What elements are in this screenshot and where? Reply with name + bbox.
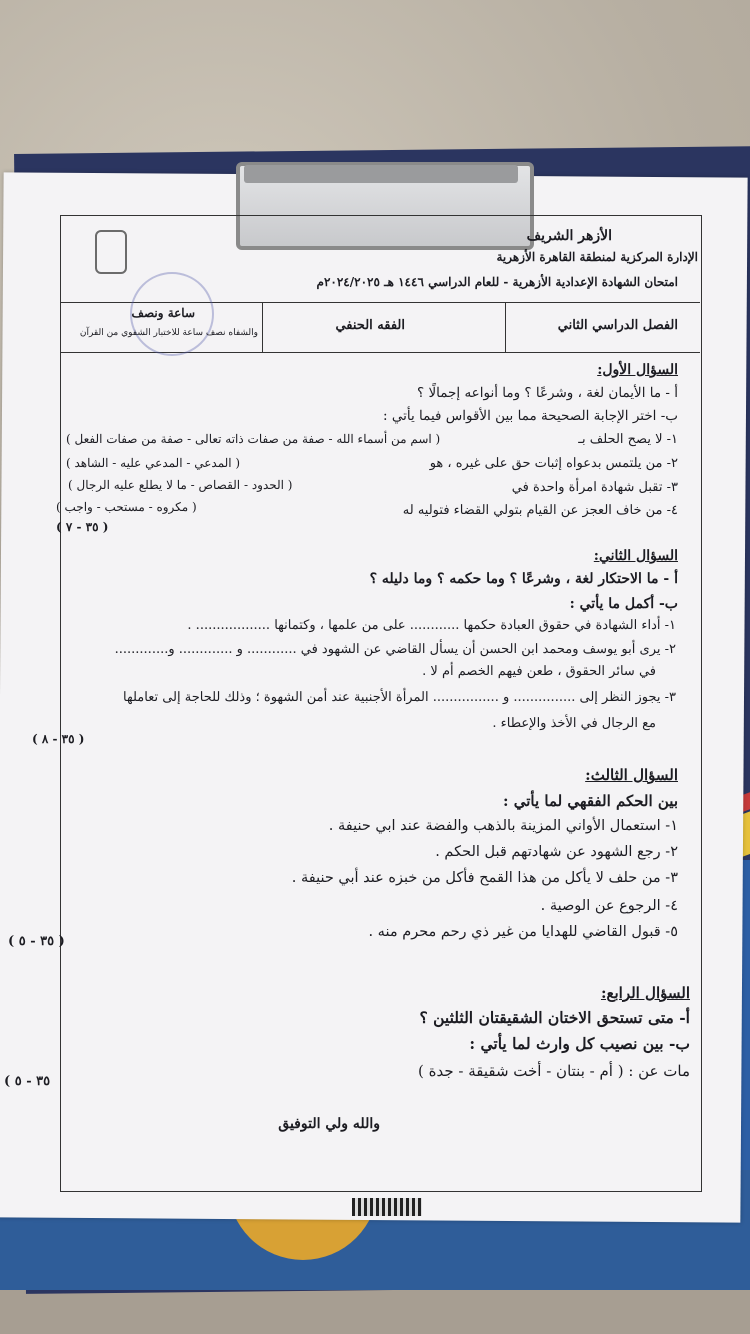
header-line2: الإدارة المركزية لمنطقة القاهرة الأزهرية xyxy=(496,250,698,264)
q1-item2: ٢- من يلتمس بدعواه إثبات حق على غيره ، هو xyxy=(429,456,678,471)
clip-bar xyxy=(244,165,518,183)
header-line3: امتحان الشهادة الإعدادية الأزهرية - للعام الدراسي ١٤٤٦ هـ ٢٠٢٤/٢٠٢٥م xyxy=(316,275,678,289)
q1-item3: ٣- تقبل شهادة امرأة واحدة في xyxy=(511,480,678,495)
q4-a: أ- متى تستحق الاختان الشقيقتان الثلثين ؟ xyxy=(419,1008,690,1027)
q1-item4: ٤- من خاف العجز عن القيام بتولي القضاء فتوليه له xyxy=(402,503,678,518)
q1-item1-choices: ( اسم من أسماء الله - صفة من صفات ذاته تعالى - صفة من صفات الفعل ) xyxy=(66,432,441,446)
q2-line2: ٢- يرى أبو يوسف ومحمد ابن الحسن أن يسأل القاضي عن الشهود في ............ و ............. و............. xyxy=(114,642,676,657)
q3-marks: ( ٣٥ - ٥ ) xyxy=(8,934,65,949)
header-cell-divider-1 xyxy=(262,302,263,352)
q1-a: أ - ما الأيمان لغة ، وشرعًا ؟ وما أنواعه إجمالًا ؟ xyxy=(416,385,678,401)
q1-item2-choices: ( المدعي - المدعي عليه - الشاهد ) xyxy=(66,456,241,470)
q4-marks: ٣٥ - ٥ ) xyxy=(4,1074,51,1089)
azhar-logo-icon xyxy=(95,230,127,274)
q1-marks: ( ٣٥ - ٧ ) xyxy=(56,520,109,534)
header-cell-divider-2 xyxy=(505,302,506,352)
term-label: الفصل الدراسي الثاني xyxy=(557,318,678,333)
q2-b: ب- أكمل ما يأتي : xyxy=(569,596,678,612)
q3-item4: ٤- الرجوع عن الوصية . xyxy=(540,898,678,914)
q2-a: أ - ما الاحتكار لغة ، وشرعًا ؟ وما حكمه ؟ وما دليله ؟ xyxy=(369,571,678,587)
time-label: ساعة ونصف xyxy=(131,306,195,320)
subject-label: الفقه الحنفي xyxy=(335,318,405,333)
q3-item5: ٥- قبول القاضي للهدايا من غير ذي رحم محرم منه . xyxy=(368,924,678,940)
q3-intro: بين الحكم الفقهي لما يأتي : xyxy=(502,792,678,810)
closing-text: والله ولي التوفيق xyxy=(278,1116,380,1132)
barcode-icon xyxy=(352,1198,422,1216)
q2-line5: مع الرجال في الأخذ والإعطاء . xyxy=(492,716,656,731)
q3-item2: ٢- رجع الشهود عن شهادتهم قبل الحكم . xyxy=(435,844,678,860)
q3-item3: ٣- من حلف لا يأكل من هذا القمح فأكل من خبزه عند أبي حنيفة . xyxy=(291,870,678,886)
q2-title: السؤال الثاني: xyxy=(593,548,678,564)
time-note: والشفاه نصف ساعة للاختبار الشفوي من القرآن xyxy=(79,328,258,338)
q2-marks: ( ٣٥ - ٨ ) xyxy=(32,732,85,746)
q2-line1: ١- أداء الشهادة في حقوق العبادة حكمها ............ على من علمها ، وكتمانها .................. . xyxy=(187,618,676,633)
q1-item3-choices: ( الحدود - القصاص - ما لا يطلع عليه الرجال ) xyxy=(68,478,293,492)
q1-item1: ١- لا يصح الحلف بـ xyxy=(578,432,678,447)
header-line1: الأزهر الشريف xyxy=(526,228,612,244)
q3-title: السؤال الثالث: xyxy=(585,766,678,784)
q4-b: ب- بين نصيب كل وارث لما يأتي : xyxy=(469,1034,690,1053)
q4-c: مات عن : ( أم - بنتان - أخت شقيقة - جدة ) xyxy=(417,1062,690,1080)
q1-b: ب- اختر الإجابة الصحيحة مما بين الأقواس فيما يأتي : xyxy=(383,408,678,424)
q2-line3: في سائر الحقوق ، طعن فيهم الخصم أم لا . xyxy=(422,664,656,679)
q3-item1: ١- استعمال الأواني المزينة بالذهب والفضة عند ابي حنيفة . xyxy=(328,818,678,834)
q4-title: السؤال الرابع: xyxy=(600,984,690,1002)
q1-title: السؤال الأول: xyxy=(597,362,678,378)
q1-item4-choices: ( مكروه - مستحب - واجب ) xyxy=(56,500,197,514)
q2-line4: ٣- يجوز النظر إلى ............... و ................ المرأة الأجنبية عند أمن الشهوة ؛ وذلك للحاجة إلى تعاملها xyxy=(123,690,676,705)
